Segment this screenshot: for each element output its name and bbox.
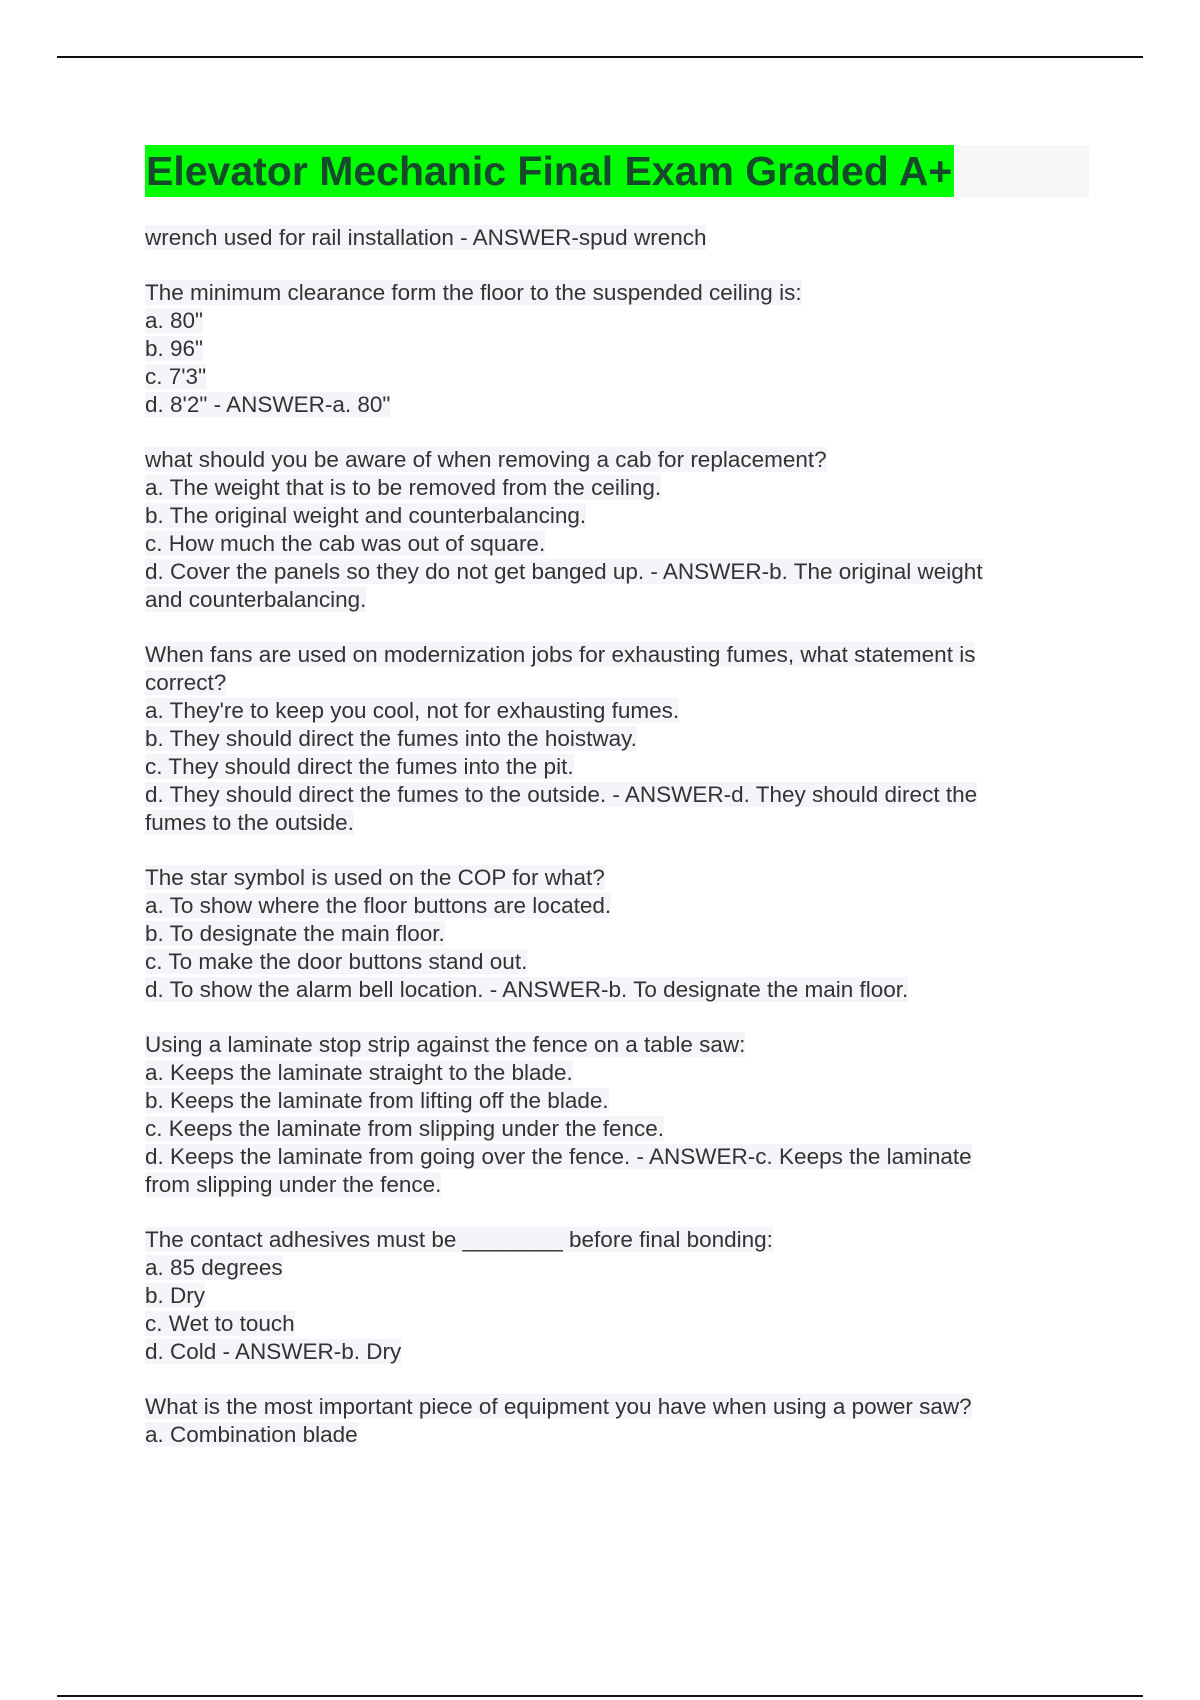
question-line: [145, 1226, 1075, 1254]
answer-option-line: [145, 920, 1075, 948]
line-text: d. Cover the panels so they do not get banged up. - ANSWER-b. The original weight: [145, 559, 983, 584]
qa-item: [145, 1226, 1075, 1366]
question-line: [145, 1393, 1075, 1421]
qa-item: [145, 279, 1075, 419]
qa-list: [145, 224, 1075, 1476]
answer-option-line: [145, 1171, 1075, 1199]
qa-item: [145, 864, 1075, 1004]
answer-option-line: [145, 1115, 1075, 1143]
answer-option-line: [145, 892, 1075, 920]
qa-item: [145, 1393, 1075, 1449]
line-text: what should you be aware of when removing a cab for replacement?: [145, 447, 827, 472]
answer-option-line: [145, 809, 1075, 837]
answer-option-line: [145, 1338, 1075, 1366]
answer-option-line: [145, 1310, 1075, 1338]
line-text: d. Keeps the laminate from going over the fence. - ANSWER-c. Keeps the laminate: [145, 1144, 972, 1169]
question-line: [145, 279, 1075, 307]
answer-option-line: [145, 363, 1075, 391]
line-text: c. To make the door buttons stand out.: [145, 949, 528, 974]
line-text: d. Cold - ANSWER-b. Dry: [145, 1339, 402, 1364]
qa-item: [145, 446, 1075, 614]
line-text: The minimum clearance form the floor to the suspended ceiling is:: [145, 280, 802, 305]
line-text: d. 8'2" - ANSWER-a. 80": [145, 392, 391, 417]
answer-option-line: [145, 781, 1075, 809]
line-text: a. The weight that is to be removed from the ceiling.: [145, 475, 662, 500]
line-text: c. They should direct the fumes into the pit.: [145, 754, 574, 779]
qa-item: [145, 224, 1075, 252]
line-text: b. To designate the main floor.: [145, 921, 445, 946]
answer-option-line: [145, 948, 1075, 976]
answer-option-line: [145, 558, 1075, 586]
line-text: b. The original weight and counterbalancing.: [145, 503, 587, 528]
line-text: a. 85 degrees: [145, 1255, 283, 1280]
answer-option-line: [145, 1282, 1075, 1310]
qa-item: [145, 1031, 1075, 1199]
title-band: [145, 145, 1089, 197]
line-text: b. They should direct the fumes into the hoistway.: [145, 726, 637, 751]
question-line: [145, 446, 1075, 474]
qa-item: [145, 641, 1075, 837]
line-text: b. Dry: [145, 1283, 206, 1308]
question-line: [145, 224, 1075, 252]
line-text: a. They're to keep you cool, not for exhausting fumes.: [145, 698, 680, 723]
line-text: When fans are used on modernization jobs for exhausting fumes, what statement is: [145, 642, 976, 667]
line-text: correct?: [145, 670, 227, 695]
line-text: c. How much the cab was out of square.: [145, 531, 546, 556]
answer-option-line: [145, 1421, 1075, 1449]
line-text: a. 80": [145, 308, 204, 333]
line-text: b. 96": [145, 336, 204, 361]
line-text: c. Wet to touch: [145, 1311, 295, 1336]
line-text: The contact adhesives must be ________ before final bonding:: [145, 1227, 773, 1252]
line-text: from slipping under the fence.: [145, 1172, 442, 1197]
document-title: Elevator Mechanic Final Exam Graded A+: [145, 145, 954, 197]
line-text: b. Keeps the laminate from lifting off the blade.: [145, 1088, 609, 1113]
top-rule: [57, 56, 1143, 58]
line-text: Using a laminate stop strip against the fence on a table saw:: [145, 1032, 746, 1057]
answer-option-line: [145, 1059, 1075, 1087]
line-text: fumes to the outside.: [145, 810, 354, 835]
line-text: c. Keeps the laminate from slipping under the fence.: [145, 1116, 665, 1141]
answer-option-line: [145, 725, 1075, 753]
answer-option-line: [145, 1143, 1075, 1171]
answer-option-line: [145, 1254, 1075, 1282]
answer-option-line: [145, 530, 1075, 558]
bottom-rule: [57, 1695, 1143, 1697]
answer-option-line: [145, 586, 1075, 614]
line-text: What is the most important piece of equipment you have when using a power saw?: [145, 1394, 972, 1419]
line-text: a. Combination blade: [145, 1422, 358, 1447]
line-text: d. To show the alarm bell location. - ANSWER-b. To designate the main floor.: [145, 977, 909, 1002]
answer-option-line: [145, 502, 1075, 530]
line-text: a. To show where the floor buttons are located.: [145, 893, 612, 918]
answer-option-line: [145, 474, 1075, 502]
line-text: a. Keeps the laminate straight to the blade.: [145, 1060, 573, 1085]
answer-option-line: [145, 669, 1075, 697]
question-line: [145, 864, 1075, 892]
answer-option-line: [145, 697, 1075, 725]
question-line: [145, 1031, 1075, 1059]
answer-option-line: [145, 1087, 1075, 1115]
line-text: c. 7'3": [145, 364, 207, 389]
line-text: wrench used for rail installation - ANSWER-spud wrench: [145, 225, 707, 250]
question-line: [145, 641, 1075, 669]
line-text: The star symbol is used on the COP for what?: [145, 865, 605, 890]
answer-option-line: [145, 976, 1075, 1004]
answer-option-line: [145, 391, 1075, 419]
answer-option-line: [145, 307, 1075, 335]
answer-option-line: [145, 753, 1075, 781]
line-text: and counterbalancing.: [145, 587, 367, 612]
line-text: d. They should direct the fumes to the outside. - ANSWER-d. They should direct the: [145, 782, 978, 807]
answer-option-line: [145, 335, 1075, 363]
